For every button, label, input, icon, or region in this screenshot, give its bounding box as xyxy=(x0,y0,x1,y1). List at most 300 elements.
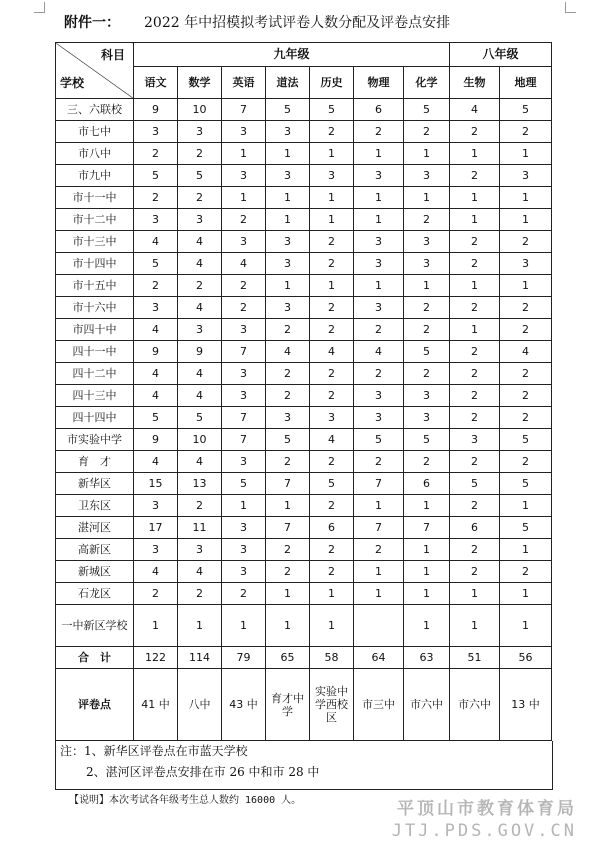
school-name: 高新区 xyxy=(56,539,134,561)
count-cell: 1 xyxy=(266,275,310,297)
total-cell: 56 xyxy=(500,647,552,669)
count-cell: 10 xyxy=(178,429,222,451)
eval-point-cell: 八中 xyxy=(178,669,222,741)
count-cell: 2 xyxy=(134,187,178,209)
count-cell: 2 xyxy=(310,539,354,561)
count-cell: 2 xyxy=(310,385,354,407)
count-cell: 3 xyxy=(222,561,266,583)
count-cell: 1 xyxy=(134,605,178,647)
note-line-1: 注：1、新华区评卷点在市蓝天学校 xyxy=(60,744,248,758)
count-cell: 2 xyxy=(404,121,450,143)
count-cell: 1 xyxy=(266,495,310,517)
count-cell: 1 xyxy=(266,583,310,605)
count-cell: 2 xyxy=(178,275,222,297)
school-name: 市十五中 xyxy=(56,275,134,297)
table-row xyxy=(56,165,552,187)
count-cell: 5 xyxy=(310,473,354,495)
group-grade-9: 九年级 xyxy=(134,43,450,67)
table-row xyxy=(56,187,552,209)
count-cell: 7 xyxy=(222,99,266,121)
eval-point-cell: 育才中学 xyxy=(266,669,310,741)
count-cell: 2 xyxy=(266,539,310,561)
school-name: 市八中 xyxy=(56,143,134,165)
count-cell: 3 xyxy=(266,165,310,187)
count-cell: 1 xyxy=(222,187,266,209)
count-cell: 5 xyxy=(500,473,552,495)
count-cell: 2 xyxy=(178,143,222,165)
count-cell: 3 xyxy=(222,319,266,341)
count-cell: 3 xyxy=(354,385,404,407)
eval-point-cell: 市六中 xyxy=(404,669,450,741)
count-cell: 4 xyxy=(178,231,222,253)
count-cell: 3 xyxy=(134,297,178,319)
page-title: 2022 年中招模拟考试评卷人数分配及评卷点安排 xyxy=(144,15,451,31)
count-cell: 15 xyxy=(134,473,178,495)
count-cell: 4 xyxy=(450,99,500,121)
count-cell: 2 xyxy=(450,341,500,363)
eval-point-cell: 市三中 xyxy=(354,669,404,741)
total-cell: 65 xyxy=(266,647,310,669)
count-cell: 3 xyxy=(222,121,266,143)
count-cell: 5 xyxy=(134,407,178,429)
count-cell: 5 xyxy=(178,407,222,429)
school-name: 市十六中 xyxy=(56,297,134,319)
count-cell: 3 xyxy=(222,539,266,561)
count-cell: 7 xyxy=(266,517,310,539)
count-cell: 2 xyxy=(450,253,500,275)
count-cell: 7 xyxy=(354,473,404,495)
table-row xyxy=(56,495,552,517)
count-cell: 4 xyxy=(134,231,178,253)
count-cell: 4 xyxy=(178,297,222,319)
count-cell: 2 xyxy=(500,451,552,473)
eval-point-label: 评卷点 xyxy=(56,669,134,741)
count-cell: 2 xyxy=(266,451,310,473)
count-cell: 2 xyxy=(450,297,500,319)
note-line-2: 2、湛河区评卷点安排在市 26 中和市 28 中 xyxy=(86,765,320,779)
corner-cell xyxy=(56,43,134,99)
count-cell: 2 xyxy=(266,385,310,407)
count-cell: 1 xyxy=(500,143,552,165)
count-cell: 5 xyxy=(134,253,178,275)
total-cell: 64 xyxy=(354,647,404,669)
count-cell: 2 xyxy=(178,187,222,209)
count-cell: 3 xyxy=(404,407,450,429)
count-cell: 2 xyxy=(310,253,354,275)
count-cell: 3 xyxy=(354,253,404,275)
count-cell: 3 xyxy=(222,363,266,385)
total-row xyxy=(56,647,552,669)
count-cell: 1 xyxy=(450,143,500,165)
count-cell: 1 xyxy=(500,495,552,517)
count-cell: 2 xyxy=(450,231,500,253)
attachment-label: 附件一： xyxy=(64,15,120,31)
count-cell: 3 xyxy=(178,539,222,561)
subject-header: 地理 xyxy=(500,67,552,99)
count-cell: 2 xyxy=(450,539,500,561)
school-name: 市四十中 xyxy=(56,319,134,341)
count-cell: 2 xyxy=(404,363,450,385)
count-cell: 1 xyxy=(500,187,552,209)
count-cell: 2 xyxy=(450,495,500,517)
count-cell: 2 xyxy=(450,561,500,583)
count-cell: 10 xyxy=(178,99,222,121)
count-cell: 2 xyxy=(404,319,450,341)
count-cell: 5 xyxy=(310,99,354,121)
count-cell: 3 xyxy=(354,297,404,319)
count-cell: 1 xyxy=(500,605,552,647)
count-cell: 3 xyxy=(266,231,310,253)
school-name: 市九中 xyxy=(56,165,134,187)
count-cell: 2 xyxy=(404,297,450,319)
count-cell: 2 xyxy=(404,451,450,473)
count-cell: 3 xyxy=(222,385,266,407)
count-cell: 1 xyxy=(404,539,450,561)
count-cell: 5 xyxy=(404,99,450,121)
school-name: 市十一中 xyxy=(56,187,134,209)
count-cell: 4 xyxy=(178,253,222,275)
count-cell: 2 xyxy=(134,275,178,297)
count-cell: 3 xyxy=(310,407,354,429)
count-cell: 2 xyxy=(500,231,552,253)
subject-header: 道法 xyxy=(266,67,310,99)
table-row xyxy=(56,583,552,605)
school-name: 市实验中学 xyxy=(56,429,134,451)
count-cell: 1 xyxy=(404,495,450,517)
eval-point-cell: 实验中学西校区 xyxy=(310,669,354,741)
count-cell: 3 xyxy=(178,209,222,231)
count-cell: 1 xyxy=(354,187,404,209)
count-cell: 2 xyxy=(354,121,404,143)
watermark xyxy=(392,794,577,841)
count-cell: 2 xyxy=(500,297,552,319)
count-cell: 7 xyxy=(266,473,310,495)
school-name: 市十三中 xyxy=(56,231,134,253)
table-row xyxy=(56,429,552,451)
count-cell: 5 xyxy=(354,429,404,451)
count-cell: 5 xyxy=(404,341,450,363)
count-cell: 1 xyxy=(500,209,552,231)
school-name: 新华区 xyxy=(56,473,134,495)
page-header xyxy=(64,12,451,32)
count-cell: 7 xyxy=(222,407,266,429)
count-cell: 1 xyxy=(404,275,450,297)
count-cell: 2 xyxy=(310,451,354,473)
count-cell: 1 xyxy=(178,605,222,647)
count-cell: 5 xyxy=(266,99,310,121)
count-cell: 1 xyxy=(500,583,552,605)
subject-header: 数学 xyxy=(178,67,222,99)
count-cell: 1 xyxy=(266,187,310,209)
count-cell: 5 xyxy=(500,429,552,451)
count-cell: 7 xyxy=(222,341,266,363)
school-name: 一中新区学校 xyxy=(56,605,134,647)
eval-point-cell: 43 中 xyxy=(222,669,266,741)
count-cell: 5 xyxy=(404,429,450,451)
count-cell: 2 xyxy=(310,297,354,319)
subject-header: 物理 xyxy=(354,67,404,99)
count-cell: 4 xyxy=(134,451,178,473)
table-row xyxy=(56,231,552,253)
count-cell: 3 xyxy=(266,407,310,429)
count-cell: 9 xyxy=(178,341,222,363)
count-cell: 4 xyxy=(222,253,266,275)
count-cell: 1 xyxy=(450,319,500,341)
table-row xyxy=(56,121,552,143)
count-cell: 5 xyxy=(500,517,552,539)
corner-subject: 科目 xyxy=(100,48,125,62)
subject-header: 英语 xyxy=(222,67,266,99)
count-cell: 4 xyxy=(178,385,222,407)
count-cell: 3 xyxy=(404,231,450,253)
count-cell: 7 xyxy=(354,517,404,539)
count-cell: 1 xyxy=(266,143,310,165)
table-row xyxy=(56,451,552,473)
count-cell: 4 xyxy=(310,429,354,451)
count-cell: 2 xyxy=(500,363,552,385)
count-cell: 1 xyxy=(404,583,450,605)
table-row xyxy=(56,473,552,495)
count-cell: 1 xyxy=(354,495,404,517)
count-cell: 4 xyxy=(354,341,404,363)
count-cell: 3 xyxy=(134,121,178,143)
school-name: 四十三中 xyxy=(56,385,134,407)
watermark-url: JTJ.PDS.GOV.CN xyxy=(391,821,577,841)
count-cell: 3 xyxy=(222,165,266,187)
count-cell: 17 xyxy=(134,517,178,539)
margin-mark-right xyxy=(565,2,576,13)
count-cell: 3 xyxy=(178,121,222,143)
count-cell: 13 xyxy=(178,473,222,495)
count-cell: 2 xyxy=(450,451,500,473)
count-cell: 9 xyxy=(134,429,178,451)
school-name: 市七中 xyxy=(56,121,134,143)
table-row xyxy=(56,143,552,165)
count-cell: 4 xyxy=(178,451,222,473)
table-row xyxy=(56,407,552,429)
table-body xyxy=(56,43,552,741)
table-row xyxy=(56,275,552,297)
count-cell: 3 xyxy=(404,253,450,275)
group-grade-8: 八年级 xyxy=(450,43,552,67)
table-row xyxy=(56,297,552,319)
count-cell: 3 xyxy=(404,385,450,407)
eval-point-cell: 市六中 xyxy=(450,669,500,741)
count-cell: 2 xyxy=(310,495,354,517)
count-cell: 4 xyxy=(134,363,178,385)
count-cell: 1 xyxy=(310,209,354,231)
count-cell: 3 xyxy=(134,209,178,231)
count-cell: 1 xyxy=(310,187,354,209)
table-row xyxy=(56,341,552,363)
count-cell: 3 xyxy=(404,165,450,187)
count-cell: 2 xyxy=(310,561,354,583)
count-cell: 1 xyxy=(310,275,354,297)
subject-header: 历史 xyxy=(310,67,354,99)
school-name: 四十二中 xyxy=(56,363,134,385)
count-cell: 1 xyxy=(354,583,404,605)
count-cell: 2 xyxy=(266,363,310,385)
count-cell: 9 xyxy=(134,341,178,363)
school-name: 卫东区 xyxy=(56,495,134,517)
count-cell: 2 xyxy=(404,209,450,231)
count-cell: 6 xyxy=(450,517,500,539)
count-cell: 1 xyxy=(266,605,310,647)
watermark-org: 平顶山市教育体育局 xyxy=(397,799,577,819)
count-cell: 1 xyxy=(404,187,450,209)
count-cell: 5 xyxy=(450,473,500,495)
count-cell: 1 xyxy=(404,143,450,165)
eval-point-cell: 41 中 xyxy=(134,669,178,741)
count-cell: 2 xyxy=(222,275,266,297)
count-cell: 2 xyxy=(500,385,552,407)
count-cell: 2 xyxy=(134,583,178,605)
count-cell: 1 xyxy=(310,143,354,165)
count-cell xyxy=(354,605,404,647)
count-cell: 3 xyxy=(178,319,222,341)
explanation-note: 【说明】本次考试各年级考生总人数约 16000 人。 xyxy=(69,795,302,806)
count-cell: 3 xyxy=(354,407,404,429)
school-name: 石龙区 xyxy=(56,583,134,605)
count-cell: 2 xyxy=(354,319,404,341)
count-cell: 2 xyxy=(500,561,552,583)
total-cell: 122 xyxy=(134,647,178,669)
count-cell: 2 xyxy=(310,319,354,341)
count-cell: 2 xyxy=(178,495,222,517)
count-cell: 6 xyxy=(354,99,404,121)
count-cell: 4 xyxy=(178,561,222,583)
count-cell: 4 xyxy=(134,385,178,407)
allocation-table xyxy=(55,42,552,741)
notes xyxy=(60,741,319,783)
count-cell: 7 xyxy=(222,429,266,451)
school-name: 湛河区 xyxy=(56,517,134,539)
total-label: 合 计 xyxy=(56,647,134,669)
count-cell: 3 xyxy=(354,165,404,187)
count-cell: 2 xyxy=(178,583,222,605)
count-cell: 5 xyxy=(178,165,222,187)
count-cell: 1 xyxy=(450,209,500,231)
count-cell: 2 xyxy=(310,121,354,143)
count-cell: 3 xyxy=(354,231,404,253)
subject-header: 语文 xyxy=(134,67,178,99)
count-cell: 4 xyxy=(134,561,178,583)
count-cell: 1 xyxy=(222,143,266,165)
count-cell: 4 xyxy=(500,341,552,363)
school-name: 四十一中 xyxy=(56,341,134,363)
total-cell: 51 xyxy=(450,647,500,669)
total-cell: 79 xyxy=(222,647,266,669)
table-row xyxy=(56,561,552,583)
count-cell: 2 xyxy=(310,363,354,385)
count-cell: 2 xyxy=(266,319,310,341)
table-row xyxy=(56,319,552,341)
count-cell: 2 xyxy=(354,451,404,473)
school-name: 育 才 xyxy=(56,451,134,473)
table-row xyxy=(56,363,552,385)
count-cell: 1 xyxy=(450,187,500,209)
count-cell: 1 xyxy=(354,561,404,583)
count-cell: 1 xyxy=(404,561,450,583)
total-cell: 114 xyxy=(178,647,222,669)
count-cell: 4 xyxy=(134,319,178,341)
count-cell: 9 xyxy=(134,99,178,121)
subject-header: 化学 xyxy=(404,67,450,99)
eval-point-cell: 13 中 xyxy=(500,669,552,741)
count-cell: 11 xyxy=(178,517,222,539)
count-cell: 4 xyxy=(178,363,222,385)
count-cell: 6 xyxy=(310,517,354,539)
count-cell: 1 xyxy=(404,605,450,647)
count-cell: 5 xyxy=(222,473,266,495)
count-cell: 2 xyxy=(450,385,500,407)
eval-point-row xyxy=(56,669,552,741)
count-cell: 2 xyxy=(266,561,310,583)
count-cell: 2 xyxy=(222,209,266,231)
count-cell: 2 xyxy=(354,363,404,385)
count-cell: 2 xyxy=(222,583,266,605)
table-row xyxy=(56,209,552,231)
count-cell: 3 xyxy=(500,165,552,187)
count-cell: 3 xyxy=(266,121,310,143)
count-cell: 4 xyxy=(310,341,354,363)
table-row xyxy=(56,385,552,407)
count-cell: 1 xyxy=(450,275,500,297)
count-cell: 3 xyxy=(134,539,178,561)
count-cell: 2 xyxy=(500,407,552,429)
school-name: 市十四中 xyxy=(56,253,134,275)
count-cell: 3 xyxy=(222,517,266,539)
count-cell: 1 xyxy=(450,605,500,647)
count-cell: 5 xyxy=(266,429,310,451)
count-cell: 3 xyxy=(222,451,266,473)
table-row xyxy=(56,605,552,647)
count-cell: 1 xyxy=(354,143,404,165)
count-cell: 2 xyxy=(450,363,500,385)
count-cell: 4 xyxy=(266,341,310,363)
count-cell: 1 xyxy=(354,275,404,297)
table-row xyxy=(56,517,552,539)
count-cell: 3 xyxy=(134,495,178,517)
count-cell: 2 xyxy=(450,407,500,429)
count-cell: 7 xyxy=(404,517,450,539)
count-cell: 1 xyxy=(354,209,404,231)
total-cell: 63 xyxy=(404,647,450,669)
count-cell: 2 xyxy=(450,121,500,143)
count-cell: 2 xyxy=(450,165,500,187)
count-cell: 1 xyxy=(222,605,266,647)
count-cell: 6 xyxy=(404,473,450,495)
count-cell: 1 xyxy=(310,605,354,647)
count-cell: 3 xyxy=(450,429,500,451)
count-cell: 3 xyxy=(500,253,552,275)
count-cell: 2 xyxy=(222,297,266,319)
table-row xyxy=(56,539,552,561)
school-name: 新城区 xyxy=(56,561,134,583)
count-cell: 1 xyxy=(222,495,266,517)
count-cell: 1 xyxy=(450,583,500,605)
school-name: 四十四中 xyxy=(56,407,134,429)
count-cell: 3 xyxy=(266,297,310,319)
count-cell: 1 xyxy=(500,539,552,561)
count-cell: 1 xyxy=(266,209,310,231)
total-cell: 58 xyxy=(310,647,354,669)
count-cell: 5 xyxy=(134,165,178,187)
count-cell: 1 xyxy=(310,583,354,605)
count-cell: 3 xyxy=(222,231,266,253)
count-cell: 2 xyxy=(354,539,404,561)
table-row xyxy=(56,99,552,121)
